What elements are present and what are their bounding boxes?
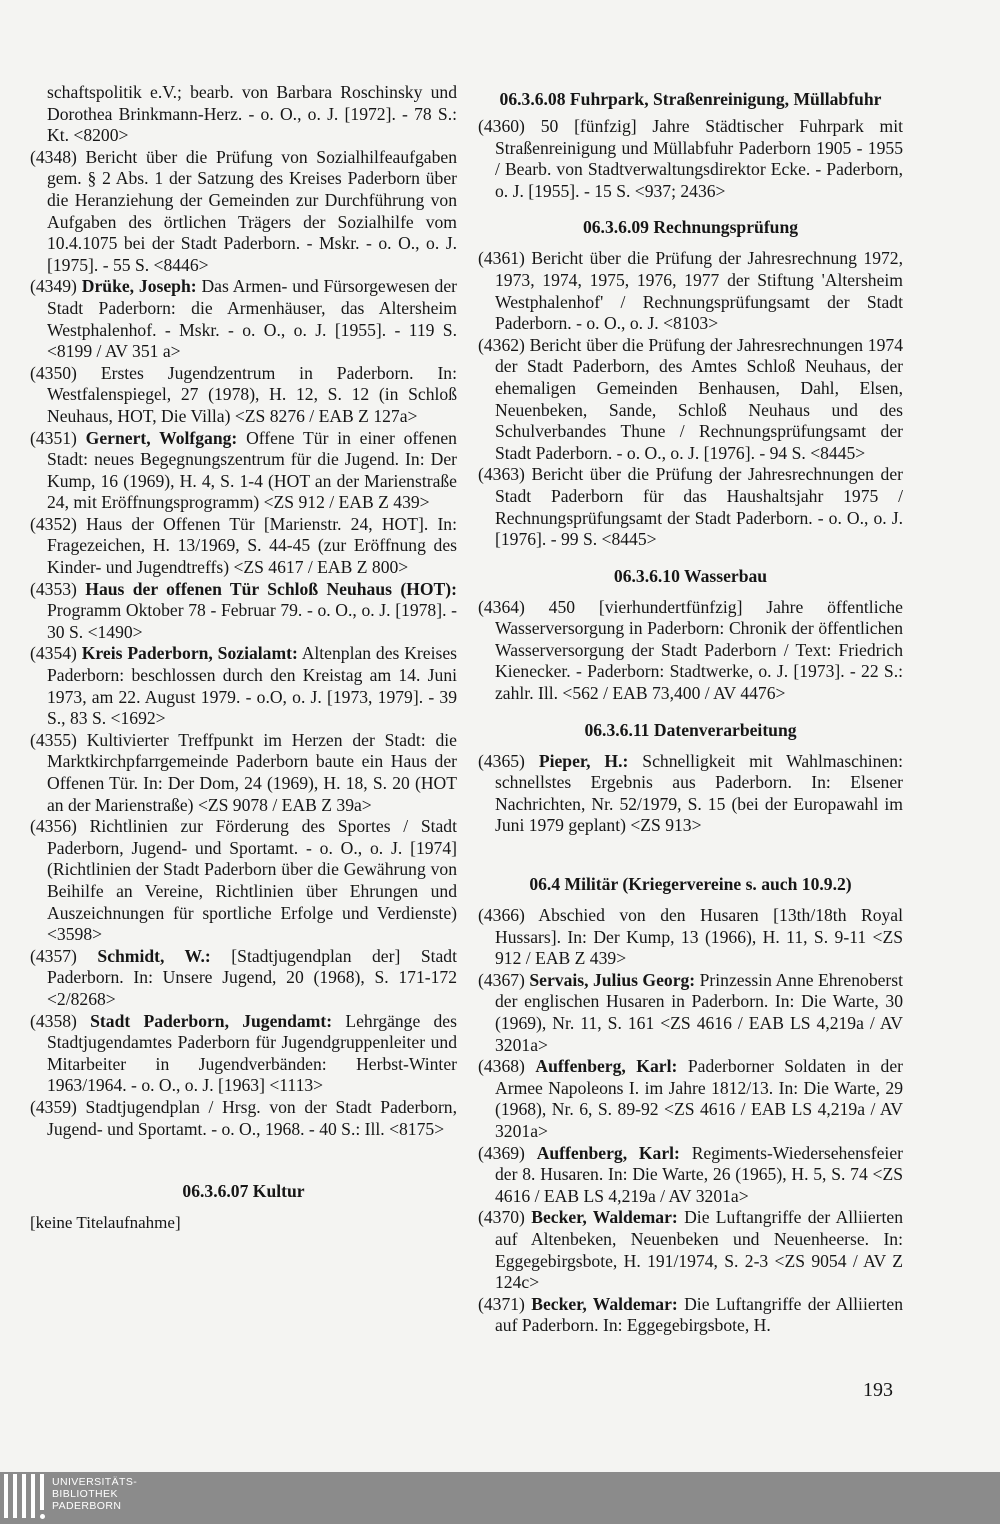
bib-entry-4349: (4349) Drüke, Joseph: Das Armen- und Fürsorgewesen der Stadt Paderborn: die Armenhäuser, das Altersheim Westphalenhof. - Mskr. - o. O., o. J. [1955]. - 119 S. <8199 / AV 351 a>	[30, 276, 457, 362]
bib-entry-4350: (4350) Erstes Jugendzentrum in Paderborn. In: Westfalenspiegel, 27 (1978), H. 12, S. 12 (in Schloß Neuhaus, HOT, Die Villa) <ZS 8276 / EAB Z 127a>	[30, 362, 457, 426]
bib-entry-4362: (4362) Bericht über die Prüfung der Jahresrechnungen 1974 der Stadt Paderborn, des Amtes Schloß Neuhaus, der ehemaligen Gemeinden Benhausen, Dahl, Elsen, Neuenbeken, Sande, Schloß Neuhaus und des Schulverbandes Thune / Rechnungsprüfungsamt der Stadt Paderborn. - o. O., o. J. [1976]. - 94 S. <8445>	[478, 334, 903, 463]
section-heading-fuhrpark: 06.3.6.08 Fuhrpark, Straßenreinigung, Müllabfuhr	[499, 89, 882, 109]
page-number: 193	[863, 1379, 893, 1401]
bib-entry-4352: (4352) Haus der Offenen Tür [Marienstr. 24, HOT]. In: Fragezeichen, H. 13/1969, S. 44-45 (zur Eröffnung des Kinder- und Jugendtreffs) <ZS 4617 / EAB Z 800>	[30, 513, 457, 578]
bib-entry-4363: (4363) Bericht über die Prüfung der Jahresrechnungen der Stadt Paderborn für das Haushaltsjahr 1975 / Rechnungsprüfungsamt der Stadt Paderborn. - o. O., o. J. [1976]. - 99 S. <8445>	[478, 464, 903, 550]
continuation-text: schaftspolitik e.V.; bearb. von Barbara Roschinsky und Dorothea Brinkmann-Herz. - o. O., o. J. [1972]. - 78 S.: Kt. <8200>	[47, 82, 457, 146]
bib-entry-4370: (4370) Becker, Waldemar: Die Luftangriffe der Alliierten auf Altenbeken, Neuenbeken und Neuenheerse. In: Eggegebirgsbote, H. 191/1974, S. 2-3 <ZS 9054 / AV Z 124c>	[478, 1207, 903, 1293]
bib-entry-4359: (4359) Stadtjugendplan / Hrsg. von der Stadt Paderborn, Jugend- und Sportamt. - o. O., 1968. - 40 S.: Ill. <8175>	[30, 1096, 457, 1139]
bib-entry-4366: (4366) Abschied von den Husaren [13th/18th Royal Hussars]. In: Der Kump, 13 (1966), H. 11, S. 9-11 <ZS 912 / EAB Z 439>	[478, 905, 903, 969]
bib-entry-4361: (4361) Bericht über die Prüfung der Jahresrechnung 1972, 1973, 1974, 1975, 1976, 1977 der Stiftung 'Altersheim Westphalenhof' / Rechnungsprüfungsamt der Stadt Paderborn. - o. O., o. J. <8103>	[478, 248, 903, 334]
bib-entry-4358: (4358) Stadt Paderborn, Jugendamt: Lehrgänge des Stadtjugendamtes Paderborn für Jugendgruppenleiter und Mitarbeiter in Jugendverbänden: Herbst-Winter 1963/1964. - o. O., o. J. [1963] <1113>	[30, 1010, 457, 1096]
kultur-note: [keine Titelaufnahme]	[30, 1213, 181, 1233]
bib-entry-4367: (4367) Servais, Julius Georg: Prinzessin Anne Ehrenoberst der englischen Husaren in Paderborn. In: Die Warte, 30 (1969), Nr. 11, S. 161 <ZS 4616 / EAB LS 4,219a / AV 3201a>	[478, 969, 904, 1055]
bib-entry-4348: (4348) Bericht über die Prüfung von Sozialhilfeaufgaben gem. § 2 Abs. 1 der Satzung des Kreises Paderborn über die Heranziehung der Gemeinden zur Durchführung von Aufgaben des örtlichen Trägers der Sozialhilfe vom 10.4.1075 bei der Stadt Paderborn. - Mskr. - o. O., o. J. [1975]. - 55 S. <8446>	[30, 146, 457, 275]
section-heading-rechnung: 06.3.6.09 Rechnungsprüfung	[582, 217, 799, 238]
right-column	[478, 82, 903, 1337]
bib-entry-4351: (4351) Gernert, Wolfgang: Offene Tür in einer offenen Stadt: neues Begegnungszentrum für die Jugend. In: Der Kump, 16 (1969), H. 4, S. 1-4 (HOT an der Marienstraße 24, mit Eröffnungsprogramm) <ZS 912 / EAB Z 439>	[30, 427, 457, 513]
bib-entry-4356: (4356) Richtlinien zur Förderung des Sportes / Stadt Paderborn, Jugend- und Sportamt. - o. O., o. J. [1974] (Richtlinien der Stadt Paderborn über die Gewährung von Beihilfe an Vereine, Richtlinien über Ehrungen und Auszeichnungen für sportliche Erfolge und Verdienste) <3598>	[30, 816, 457, 945]
library-logo-text: UNIVERSITÄTS- BIBLIOTHEK PADERBORN	[52, 1476, 138, 1512]
section-heading-wasserbau: 06.3.6.10 Wasserbau	[613, 565, 768, 586]
bib-entry-4364: (4364) 450 [vierhundertfünfzig] Jahre öffentliche Wasserversorgung in Paderborn: Chronik der öffentlichen Wasserversorgung der Stadt Paderborn / Text: Friedrich Kienecker. - Paderborn: Stadtwerke, o. J. [1973]. - 22 S.: zahlr. Ill. <562 / EAB 73,400 / AV 4476>	[478, 596, 903, 704]
section-heading-militaer: 06.4 Militär (Kriegervereine s. auch 10.9.2)	[529, 874, 852, 895]
bib-entry-4368: (4368) Auffenberg, Karl: Paderborner Soldaten in der Armee Napoleons I. im Jahre 1812/13. In: Die Warte, 29 (1968), Nr. 6, S. 89-92 <ZS 4616 / EAB LS 4,219a / AV 3201a>	[478, 1056, 904, 1141]
bib-entry-4353: (4353) Haus der offenen Tür Schloß Neuhaus (HOT): Programm Oktober 78 - Februar 79. - o. O., o. J. [1978]. - 30 S. <1490>	[30, 578, 457, 642]
bib-entry-4371: (4371) Becker, Waldemar: Die Luftangriffe der Alliierten auf Paderborn. In: Eggegebirgsbote, H.	[478, 1293, 903, 1336]
bib-entry-4369: (4369) Auffenberg, Karl: Regiments-Wiedersehensfeier der 8. Husaren. In: Die Warte, 26 (1965), H. 5, S. 74 <ZS 4616 / EAB LS 4,219a / AV 3201a>	[478, 1142, 903, 1206]
bib-entry-4354: (4354) Kreis Paderborn, Sozialamt: Altenplan des Kreises Paderborn: beschlossen durch den Kreistag am 14. Juni 1973, am 22. August 1979. - o.O, o. J. [1973, 1979]. - 39 S., 83 S. <1692>	[30, 643, 457, 729]
section-heading-datenverarbeitung: 06.3.6.11 Datenverarbeitung	[584, 719, 797, 740]
bib-entry-4365: (4365) Pieper, H.: Schnelligkeit mit Wahlmaschinen: schnellstes Ergebnis aus Paderborn. In: Elsener Nachrichten, Nr. 52/1979, S. 15 (bei der Europawahl im Juni 1979 geplant) <ZS 913>	[478, 750, 903, 836]
library-logo-icon	[4, 1474, 46, 1522]
bib-entry-4355: (4355) Kultivierter Treffpunkt im Herzen der Stadt: die Marktkirchpfarrgemeinde Paderborn baute ein Haus der Offenen Tür. In: Der Dom, 24 (1969), H. 18, S. 20 (HOT an der Marienstraße) <ZS 9078 / EAB Z 39a>	[30, 729, 457, 815]
footer-bar	[0, 1472, 1000, 1524]
left-column	[30, 82, 457, 1234]
section-heading-kultur: 06.3.6.07 Kultur	[182, 1181, 305, 1202]
bib-entry-4360: (4360) 50 [fünfzig] Jahre Städtischer Fuhrpark mit Straßenreinigung und Müllabfuhr Paderborn 1905 - 1955 / Bearb. von Stadtverwaltungsdirektor Ecke. - Paderborn, o. J. [1955]. - 15 S. <937; 2436>	[478, 116, 903, 201]
bib-entry-4357: (4357) Schmidt, W.: [Stadtjugendplan der] Stadt Paderborn. In: Unsere Jugend, 20 (1968), S. 171-172 <2/8268>	[30, 945, 457, 1009]
